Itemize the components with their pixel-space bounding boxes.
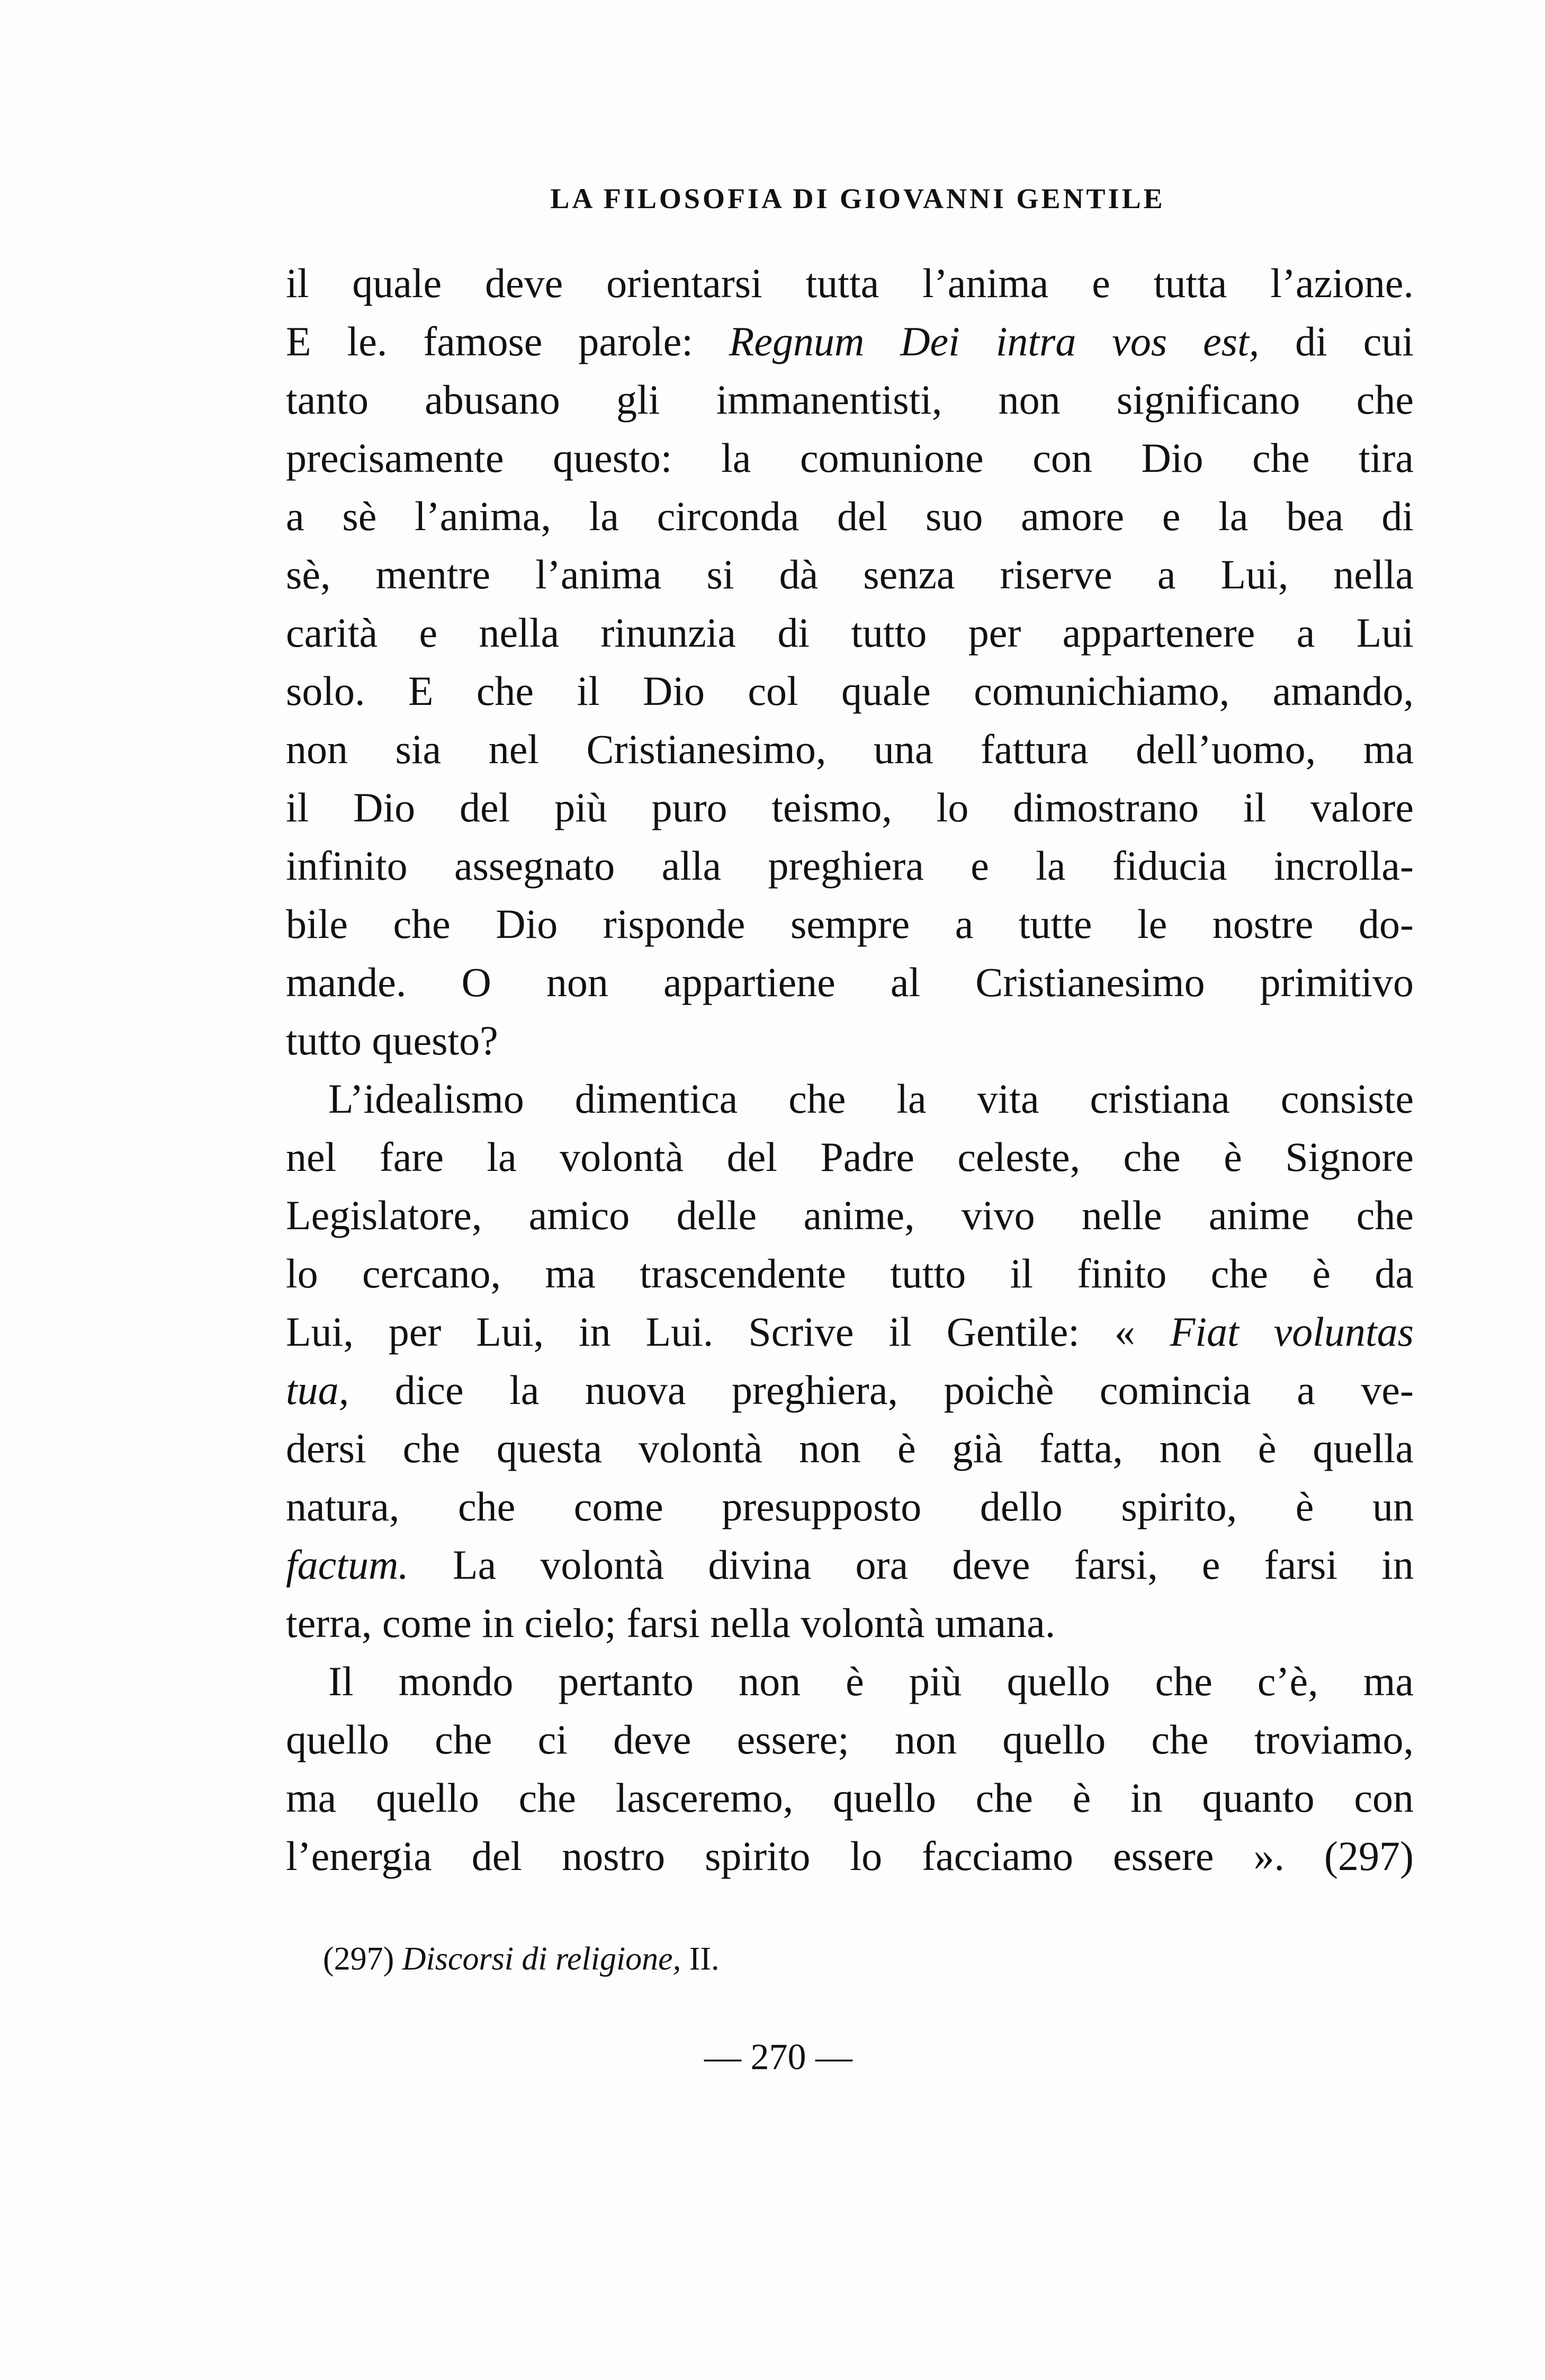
- text-line: non sia nel Cristianesimo, una fattura dell’uomo, ma: [286, 726, 1414, 772]
- text-line: natura, che come presupposto dello spirito, è un: [286, 1483, 1414, 1529]
- body-text: [286, 254, 1414, 1885]
- text-line: infinito assegnato alla preghiera e la fiducia incrolla-: [286, 843, 1414, 889]
- footnote-title: Discorsi di religione,: [402, 1941, 681, 1977]
- text-line: terra, come in cielo; farsi nella volontà umana.: [286, 1600, 1056, 1646]
- running-header: LA FILOSOFIA DI GIOVANNI GENTILE: [550, 183, 1165, 214]
- text-line: nel fare la volontà del Padre celeste, che è Signore: [286, 1134, 1414, 1180]
- text-line: [286, 1536, 1414, 1594]
- text-line: Legislatore, amico delle anime, vivo nelle anime che: [286, 1192, 1414, 1238]
- footnote: [323, 1940, 720, 1978]
- text-segment: dice la nuova preghiera, poichè comincia a ve-: [349, 1367, 1414, 1413]
- text-segment: Lui, per Lui, in Lui. Scrive il Gentile: «: [286, 1309, 1170, 1355]
- footnote-suffix: II.: [689, 1941, 720, 1977]
- text-line: L’idealismo dimentica che la vita cristiana consiste: [328, 1076, 1414, 1122]
- text-line: [286, 312, 1414, 371]
- text-line: mande. O non appartiene al Cristianesimo primitivo: [286, 959, 1414, 1005]
- text-line: precisamente questo: la comunione con Dio che tira: [286, 435, 1414, 481]
- text-line: bile che Dio risponde sempre a tutte le nostre do-: [286, 901, 1414, 947]
- italic-phrase: factum.: [286, 1542, 409, 1588]
- text-line: a sè l’anima, la circonda del suo amore e la bea di: [286, 493, 1414, 539]
- text-line: quello che ci deve essere; non quello che troviamo,: [286, 1716, 1414, 1762]
- text-line: lo cercano, ma trascendente tutto il finito che è da: [286, 1250, 1414, 1296]
- italic-phrase: Regnum Dei intra vos est,: [729, 318, 1260, 364]
- text-segment: E le. famose parole:: [286, 318, 729, 364]
- text-line: [286, 1303, 1414, 1361]
- text-line: l’energia del nostro spirito lo facciamo essere ». (297): [286, 1833, 1414, 1879]
- text-line: solo. E che il Dio col quale comunichiamo, amando,: [286, 668, 1414, 714]
- text-line: Il mondo pertanto non è più quello che c’è, ma: [328, 1658, 1414, 1704]
- text-segment: La volontà divina ora deve farsi, e farsi in: [408, 1542, 1414, 1588]
- italic-phrase: Fiat voluntas: [1170, 1309, 1414, 1355]
- text-line: il quale deve orientarsi tutta l’anima e tutta l’azione.: [286, 260, 1414, 306]
- page-number: — 270 —: [704, 2037, 852, 2078]
- footnote-number: (297): [323, 1941, 394, 1977]
- italic-phrase: tua,: [286, 1367, 349, 1413]
- text-segment: di cui: [1259, 318, 1414, 364]
- text-line: il Dio del più puro teismo, lo dimostrano il valore: [286, 784, 1414, 830]
- text-line: tutto questo?: [286, 1017, 498, 1063]
- text-line: [286, 1361, 1414, 1419]
- text-line: ma quello che lasceremo, quello che è in quanto con: [286, 1775, 1414, 1821]
- text-line: carità e nella rinunzia di tutto per appartenere a Lui: [286, 610, 1414, 656]
- text-line: sè, mentre l’anima si dà senza riserve a Lui, nella: [286, 551, 1414, 597]
- text-line: tanto abusano gli immanentisti, non significano che: [286, 377, 1414, 423]
- text-line: dersi che questa volontà non è già fatta, non è quella: [286, 1425, 1414, 1471]
